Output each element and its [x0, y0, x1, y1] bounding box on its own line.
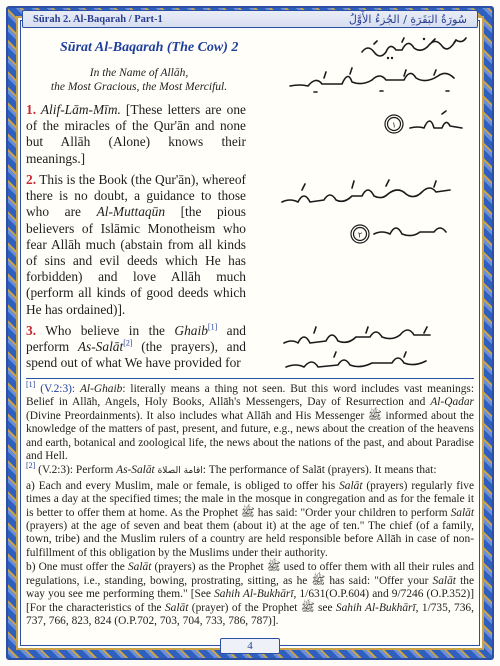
footnote-2b-term-2: Salāt: [432, 574, 456, 587]
verse-row-1: [26, 102, 474, 168]
surah-title-row: [26, 34, 474, 62]
header-left-title: Sūrah 2. Al-Baqarah / Part-1: [33, 13, 163, 25]
surah-title-english: Sūrat Al-Baqarah (The Cow) 2: [60, 40, 239, 55]
footnote-2b-text-3: the way you see me performing them." [See: [26, 574, 474, 601]
basmala-row: [26, 66, 474, 102]
verse-3-english: [26, 323, 246, 375]
footnote-2b-reference-2: Sahih Al-Bukhārī: [335, 601, 416, 614]
footnote-2b-text-2: (prayers) as the Prophet ﷺ used to offer them with all their rules and regulations, i.e., standing, bowing, prostrating, sitting, as he ﷺ has said: "Offer your: [26, 561, 474, 587]
verse-3-arabic: [274, 323, 474, 375]
footnote-2-intro: : The performance of Salāt (prayers). It means that:: [202, 464, 437, 477]
footnote-2b-text-1: b) One must offer the: [26, 561, 128, 574]
verse-text-b: [the pious believers of Islāmic Monotheism who fear Allāh much (abstain from all kinds of sins and evil deeds which He has forbidden) and love Allāh much (perform all kinds of good deeds which He has ordained)].: [26, 204, 247, 317]
verse-number: 2.: [26, 172, 37, 187]
basmala-line-2: the Most Gracious, the Most Merciful.: [50, 81, 228, 93]
verse-letters: Alif-Lām-Mīm.: [36, 102, 121, 117]
basmala-line-1: In the Name of Allāh,: [89, 67, 189, 79]
footnote-2a-term-2: Salāt: [450, 506, 474, 519]
verse-text: [These letters are one of the miracles of the Qur'ān and none but Allāh (Alone) knows their meanings.]: [26, 102, 246, 166]
footnote-1-term-2: Al-Qadar: [430, 396, 474, 409]
basmala-arabic-calligraphy: [284, 66, 474, 96]
verse-text-a: Who believe in the: [36, 323, 175, 338]
footnote-2-arabic: اقامة الصلاة: [154, 466, 203, 477]
verse-1-english: [26, 102, 246, 168]
footnotes: [26, 380, 474, 628]
footnote-2a-text-2: (prayers) regularly five times a day at the specified times; the male in the mosque in congregation and as for the female it is better to offer them at home. As the Prophet ﷺ has said: "Order your children to perform: [26, 479, 474, 519]
svg-text:٢: ٢: [357, 230, 363, 240]
running-header: [22, 10, 478, 28]
footnote-2-location: (V.2:3): Perform: [35, 464, 117, 477]
footnote-2a-text-3: (prayers) at the age of seven and beat them (about it) at the age of ten." The chief (of a family, town, tribe) and the Muslim rulers of a country are held responsible before Allāh in case of non-fulfillment of this obligation by the Muslims under their authority.: [26, 520, 474, 559]
page-content: [26, 30, 474, 629]
footnote-marker-2: [2]: [26, 461, 36, 471]
footnote-2a-text-1: a) Each and every Muslim, male or female, is obliged to offer his: [26, 479, 340, 492]
footnote-ref-1[interactable]: [1]: [207, 322, 218, 332]
footnote-2-part-a: [26, 480, 474, 560]
footnote-2b-reference-1: Sahih Al-Bukhārī: [214, 588, 294, 601]
footnote-2b-term-3: Salāt: [164, 601, 189, 614]
footnote-ref-2[interactable]: [2]: [123, 338, 133, 348]
footnote-2b-term-1: Salāt: [127, 561, 152, 574]
footnote-1-location: (V.2:3):: [35, 383, 80, 395]
verse-term-2: As-Salāt: [77, 339, 124, 355]
verse-text-a: This is the Book (the Qur'ān), whereof there is no doubt, a guidance to those who are: [26, 172, 246, 220]
header-right-title: سُورَةُ البَقَرَةِ / الجُزءُ الأَوَّلُ: [348, 12, 467, 26]
verse-2-english: [26, 172, 246, 321]
footnote-marker-1: [1]: [26, 380, 36, 390]
verse-row-3: [26, 323, 474, 375]
verse-term: Al-Muttaqūn: [96, 204, 166, 220]
surah-title-arabic-calligraphy: [354, 34, 474, 62]
footnote-2b-text-4: , 1/631(O.P.604) and 9/7246 (O.P.352)] [For the characteristics of the: [26, 588, 474, 614]
footnote-1-text-b: (Divine Preordainments). It also includes what Allāh and His Messenger ﷺ informed about the knowledge of the matters of past, present, and future, e.g., news about the creation of the heavens and earth, botanical and zoological life, the news about the nations of the past, and about Paradise and Hell.: [26, 409, 474, 463]
footnote-1-text-a: : literally means a thing not seen. But this word includes vast meanings: Belief in Allāh, Angels, Holy Books, Allāh's Messengers, Day of Resurrection and: [26, 383, 474, 409]
footnote-2b-text-6: , 1/735, 736, 737, 766, 823, 824 (O.P.702, 703, 704, 733, 786, 787)].: [26, 601, 474, 627]
footnote-1-term: Al-Ghaib: [79, 383, 123, 395]
svg-text:١: ١: [391, 120, 397, 130]
footnote-2: [26, 461, 474, 478]
basmala-english: [26, 66, 252, 94]
verse-1-arabic: [274, 102, 474, 168]
footnote-1: [26, 380, 474, 463]
verse-number: 3.: [26, 323, 37, 338]
footnote-2-term: As-Salāt: [116, 464, 155, 477]
footnote-2b-text-5: (prayer) of the Prophet ﷺ see: [188, 601, 336, 614]
verse-text-c: (the prayers), and spend out of what We have provided for: [26, 339, 246, 371]
verse-2-arabic: [274, 172, 474, 321]
footnote-2-part-b: [26, 561, 474, 628]
verse-row-2: [26, 172, 474, 321]
verse-term-1: Ghaib: [174, 323, 208, 338]
footnote-divider: [26, 378, 474, 379]
page-number: 4: [220, 638, 280, 654]
footnote-2a-term-1: Salāt: [339, 479, 363, 492]
verse-number: 1.: [26, 102, 37, 117]
verse-text-b: and perform: [26, 323, 246, 355]
